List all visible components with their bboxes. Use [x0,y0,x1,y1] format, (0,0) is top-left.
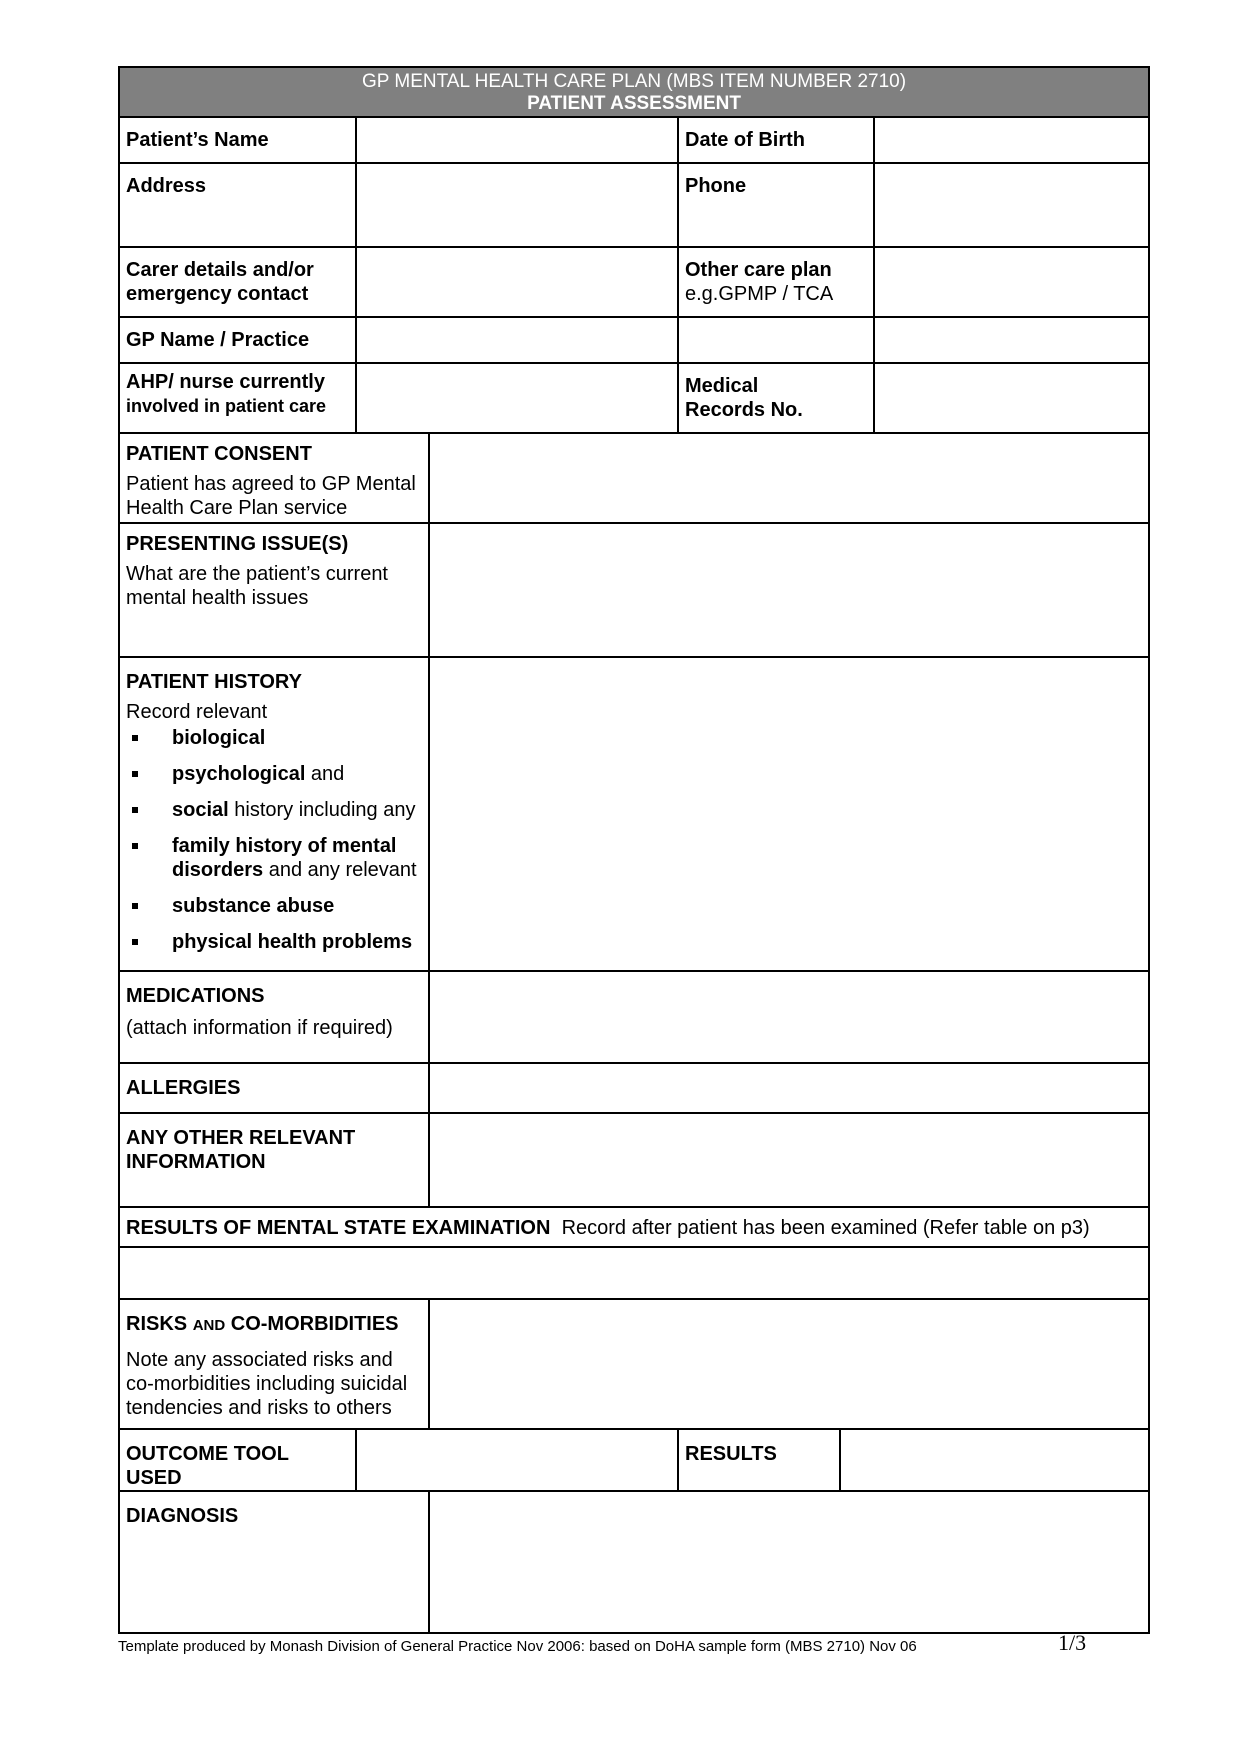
other-care-plan-label [678,247,874,317]
form-table [118,66,1150,1634]
list-item [126,834,422,882]
patient-consent-title: PATIENT CONSENT [126,443,312,465]
risks-title-b: CO-MORBIDITIES [225,1313,399,1335]
presenting-issues-desc: What are the patient’s current mental health issues [126,563,388,609]
presenting-issues-label [119,523,429,657]
phone-label: Phone [678,163,874,247]
patient-name-field[interactable] [356,117,678,163]
other-info-title: ANY OTHER RELEVANT INFORMATION [126,1127,356,1173]
results-title: RESULTS [685,1443,777,1465]
history-list [126,726,422,954]
medications-title: MEDICATIONS [126,985,265,1007]
ahp-nurse-field[interactable] [356,363,678,433]
address-label: Address [119,163,356,247]
list-item [126,894,422,918]
medical-records-field[interactable] [874,363,1149,433]
results-label [678,1429,840,1491]
medications-label [119,971,429,1063]
patient-history-title: PATIENT HISTORY [126,671,302,693]
diagnosis-title: DIAGNOSIS [126,1505,239,1527]
history-physical: physical health problems [172,931,413,953]
form-subtitle: PATIENT ASSESSMENT [527,93,742,114]
patient-name-label: Patient’s Name [119,117,356,163]
date-of-birth-label: Date of Birth [678,117,874,163]
carer-label-line1: Carer details and/or [126,259,314,281]
other-care-plan-title: Other care plan [685,259,832,281]
gp-name-field[interactable] [356,317,678,363]
risks-title-a: RISKS [126,1313,193,1335]
mse-field[interactable] [119,1247,1149,1299]
form-header [119,67,1149,117]
ahp-label-line2: involved in patient care [126,396,327,416]
history-psychological: psychological [172,763,306,785]
history-family-rest: and any relevant [263,859,417,881]
other-info-label [119,1113,429,1207]
allergies-title: ALLERGIES [126,1077,241,1099]
risks-title [126,1312,422,1338]
footer-text: Template produced by Monash Division of General Practice Nov 2006: based on DoHA sample form (MBS 2710) Nov 06 [118,1638,917,1655]
allergies-field[interactable] [429,1063,1149,1113]
date-of-birth-field[interactable] [874,117,1149,163]
list-item [126,930,422,954]
presenting-issues-field[interactable] [429,523,1149,657]
outcome-tool-field[interactable] [356,1429,678,1491]
medical-records-line2: Records No. [685,399,803,421]
care-plan-form [118,66,1148,1634]
medications-field[interactable] [429,971,1149,1063]
mse-desc: Record after patient has been examined (Refer table on p3) [561,1217,1090,1239]
other-info-field[interactable] [429,1113,1149,1207]
mse-title: RESULTS OF MENTAL STATE EXAMINATION [126,1217,551,1239]
results-field[interactable] [840,1429,1149,1491]
patient-consent-label [119,433,429,523]
diagnosis-label [119,1491,429,1633]
history-psychological-rest: and [305,763,345,785]
presenting-issues-title: PRESENTING ISSUE(S) [126,533,349,555]
other-care-plan-example: e.g.GPMP / TCA [685,283,834,305]
list-item [126,762,422,786]
outcome-tool-label [119,1429,356,1491]
medications-desc: (attach information if required) [126,1017,393,1039]
patient-consent-field[interactable] [429,433,1149,523]
history-family: family history of mental disorders [172,835,397,881]
patient-history-label [119,657,429,971]
list-item [126,798,422,822]
risks-title-and: AND [192,1317,226,1334]
phone-field[interactable] [874,163,1149,247]
history-biological: biological [172,727,266,749]
patient-history-intro: Record relevant [126,701,268,723]
history-social-rest: history including any [228,799,416,821]
gp-name-label: GP Name / Practice [119,317,356,363]
risks-label [119,1299,429,1429]
ahp-label-line1: AHP/ nurse currently [126,371,325,393]
mse-label [119,1207,1149,1247]
address-field[interactable] [356,163,678,247]
page-footer [118,1630,1148,1660]
other-care-plan-field[interactable] [874,247,1149,317]
medical-records-line1: Medical [685,375,759,397]
patient-consent-desc: Patient has agreed to GP Mental Health Care Plan service [126,473,416,519]
carer-details-field[interactable] [356,247,678,317]
allergies-label [119,1063,429,1113]
page-number: 1/3 [1058,1630,1087,1655]
medical-records-label [678,363,874,433]
diagnosis-field[interactable] [429,1491,1149,1633]
carer-details-label [119,247,356,317]
outcome-tool-title: OUTCOME TOOL USED [126,1443,289,1489]
history-substance: substance abuse [172,895,335,917]
history-social: social [172,799,229,821]
gp-extra-field[interactable] [678,317,874,363]
risks-desc: Note any associated risks and co-morbidities including suicidal tendencies and risks to others [126,1349,408,1419]
gp-extra-field-2[interactable] [874,317,1149,363]
ahp-nurse-label [119,363,356,433]
list-item [126,726,422,750]
carer-label-line2: emergency contact [126,283,309,305]
patient-history-field[interactable] [429,657,1149,971]
form-title: GP MENTAL HEALTH CARE PLAN (MBS ITEM NUMBER 2710) [362,71,907,92]
risks-field[interactable] [429,1299,1149,1429]
